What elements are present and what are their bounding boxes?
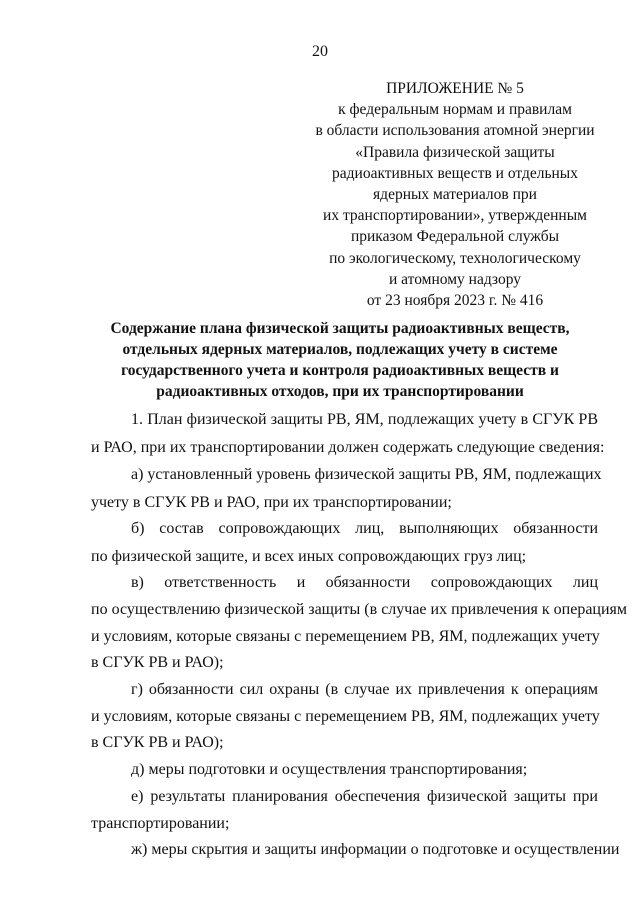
item-v-line: по осуществлению физической защиты (в случае их привлечения к операциям [91,601,628,618]
item-a-line: а) установленный уровень физической защиты РВ, ЯМ, подлежащих [131,466,602,483]
appendix-line: их транспортировании», утвержденным [323,207,587,225]
item-zh-line: ж) меры скрытия и защиты информации о подготовке и осуществлении [131,841,620,858]
document-title [70,318,610,402]
appendix-header [300,78,610,311]
item-b-line: по физической защите, и всех иных сопровождающих груз лиц; [91,548,527,565]
appendix-line: ядерных материалов при [373,185,537,203]
title-line: отдельных ядерных материалов, подлежащих учету в системе [122,341,558,358]
item-d-line: д) меры подготовки и осуществления транспортирования; [131,761,528,778]
appendix-line: «Правила физической защиты [355,143,555,161]
page-number: 20 [312,43,328,60]
paragraph-1-line: и РАО, при их транспортировании должен содержать следующие сведения: [91,439,605,456]
appendix-line: по экологическому, технологическому [329,249,581,267]
item-v-line: в СГУК РВ и РАО); [91,654,224,671]
appendix-date-line: от 23 ноября 2023 г. № 416 [366,291,544,309]
appendix-line: и атомному надзору [389,270,521,288]
title-line: Содержание плана физической защиты радиоактивных веществ, [110,320,570,337]
item-b-line: б) состав сопровождающих лиц, выполняющих обязанности [131,520,598,537]
item-g-line: г) обязанности сил охраны (в случае их привлечения к операциям [131,681,598,698]
paragraph-1-line: 1. План физической защиты РВ, ЯМ, подлежащих учету в СГУК РВ [131,411,598,428]
appendix-line: приказом Федеральной службы [350,228,560,246]
item-e-line: е) результаты планирования обеспечения физической защиты при [131,788,598,805]
item-v-line: и условиям, которые связаны с перемещением РВ, ЯМ, подлежащих учету [91,628,600,645]
item-e-line: транспортировании; [91,815,230,832]
item-g-line: в СГУК РВ и РАО); [91,734,224,751]
appendix-line: в области использования атомной энергии [315,122,595,140]
appendix-line: радиоактивных веществ и отдельных [332,164,578,182]
item-a-line: учету в СГУК РВ и РАО, при их транспортировании; [91,494,452,511]
title-line: государственного учета и контроля радиоактивных веществ и [121,362,559,379]
appendix-title: ПРИЛОЖЕНИЕ № 5 [386,80,524,97]
item-g-line: и условиям, которые связаны с перемещением РВ, ЯМ, подлежащих учету [91,708,600,725]
item-v-line: в) ответственность и обязанности сопровождающих лиц [131,574,598,591]
appendix-line: к федеральным нормам и правилам [338,101,572,119]
title-line: радиоактивных отходов, при их транспортировании [156,383,524,400]
